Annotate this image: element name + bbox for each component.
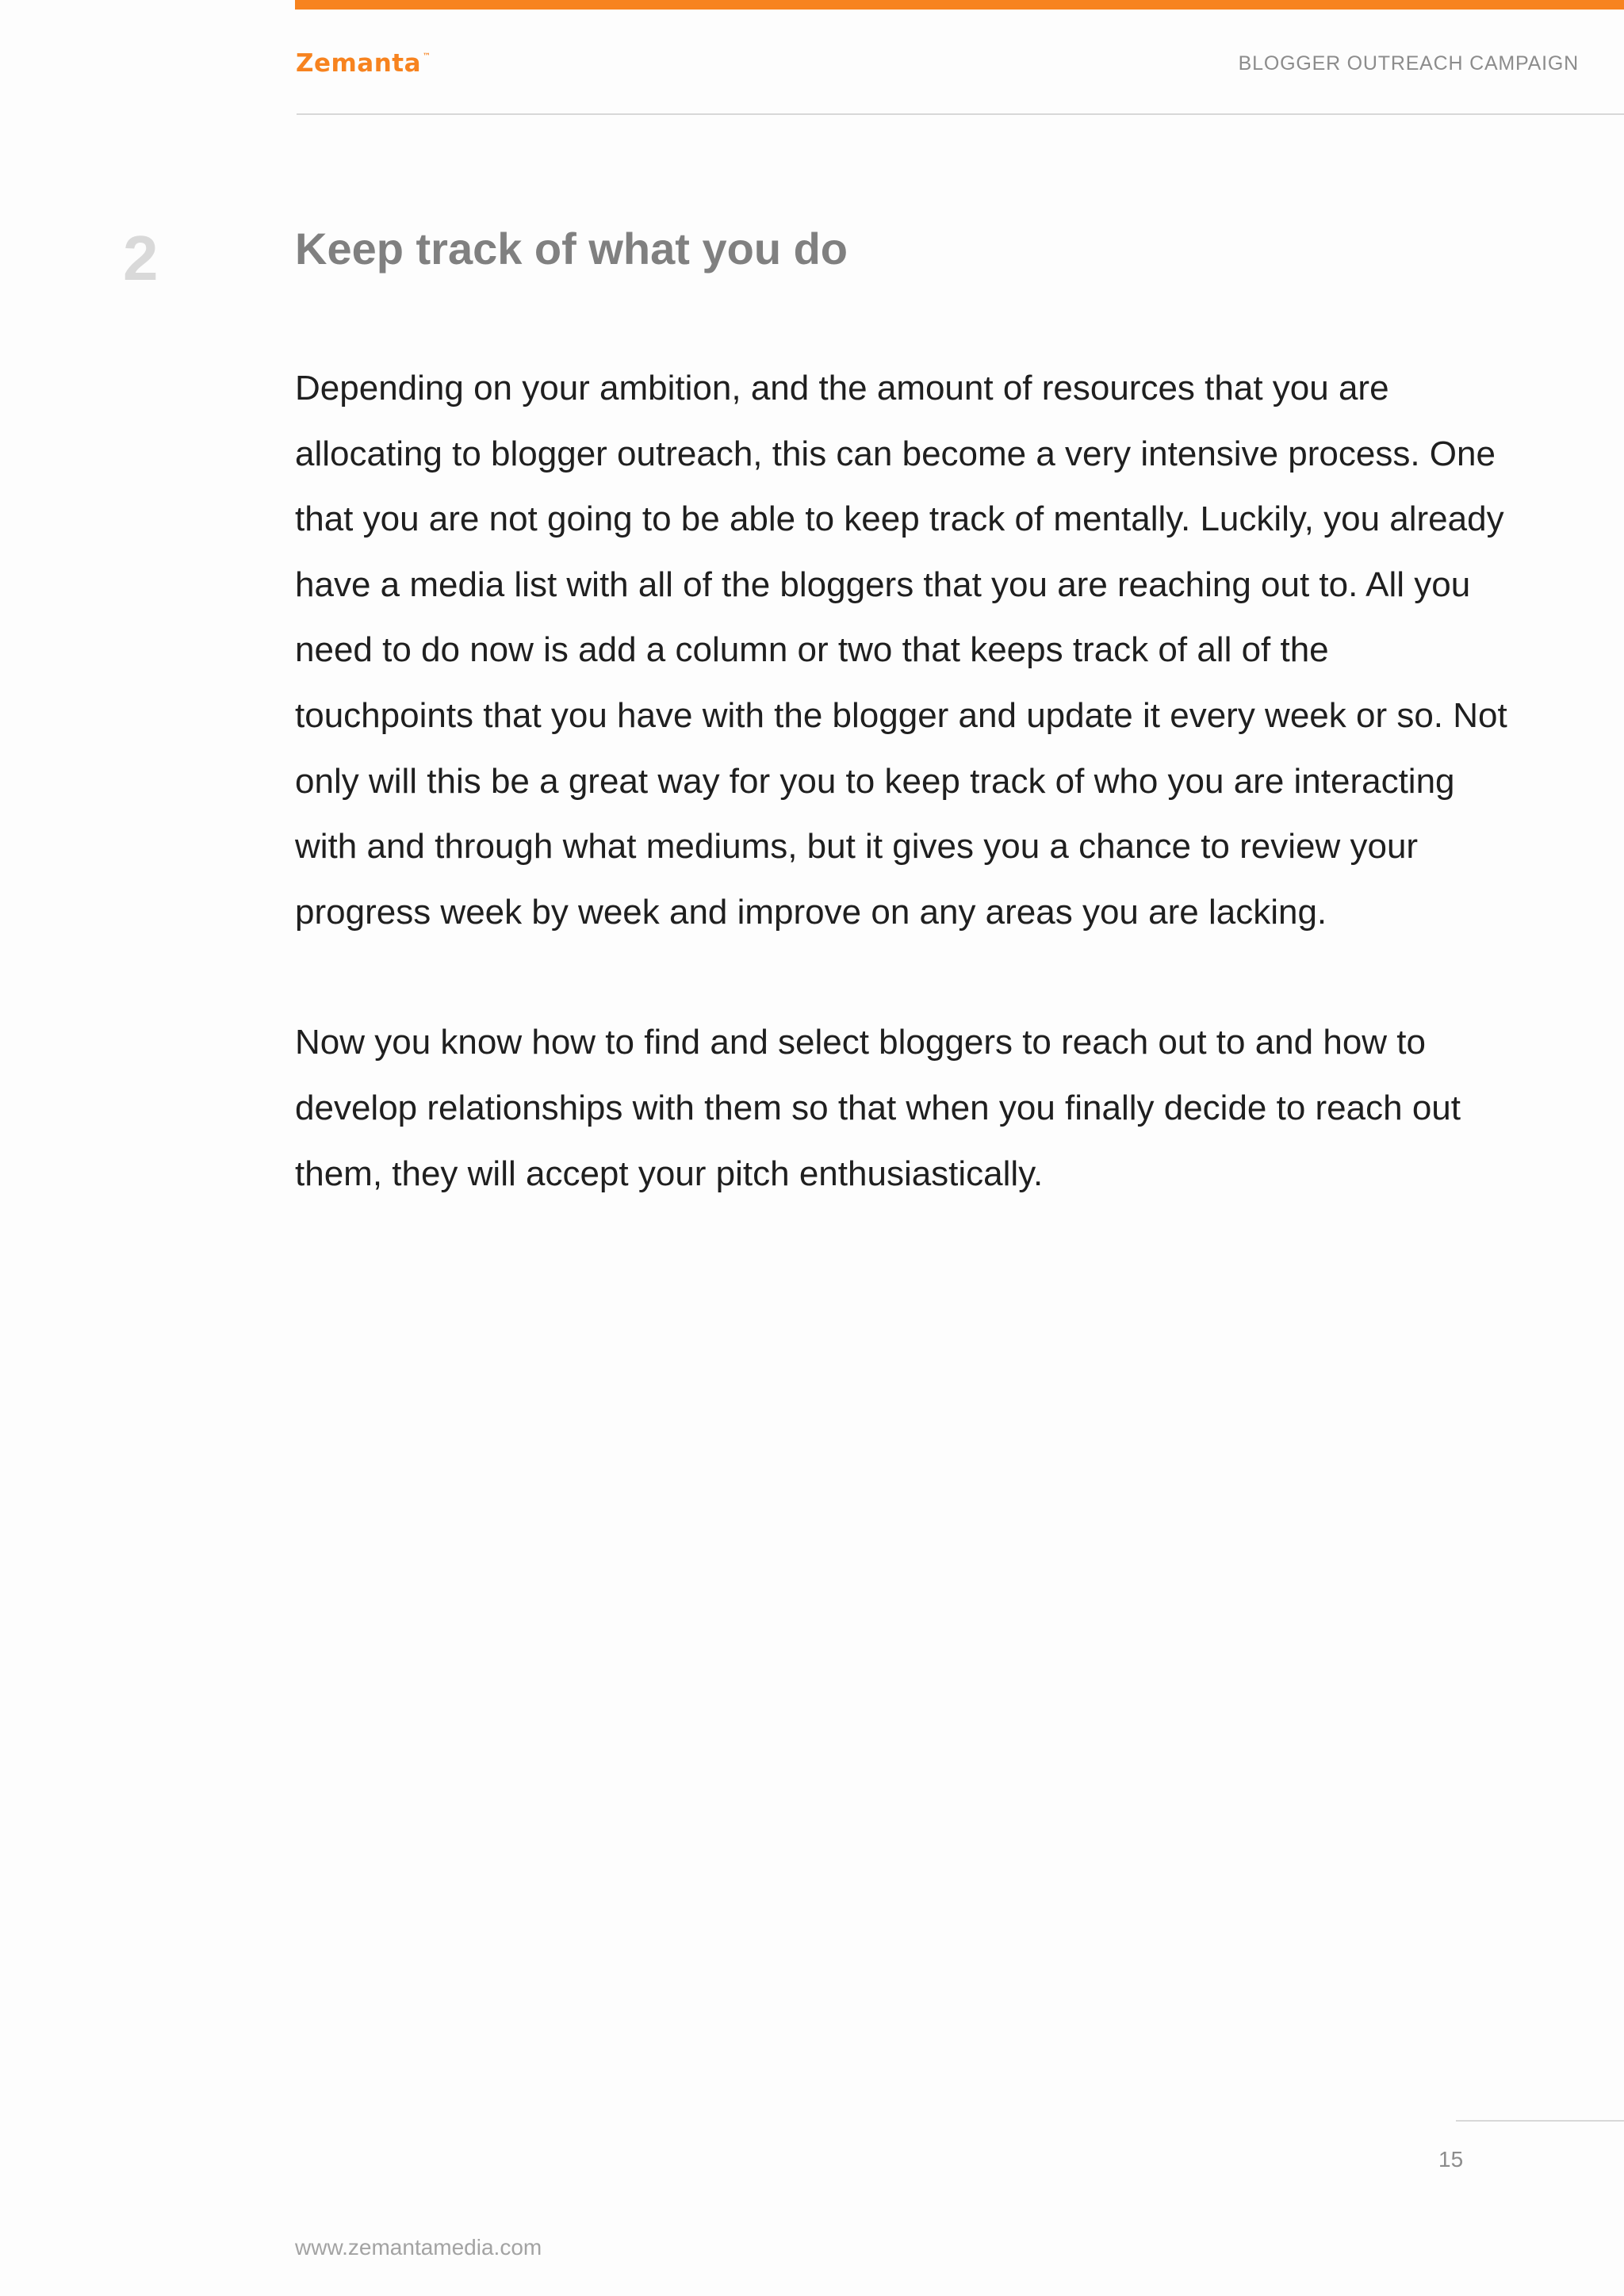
body-paragraph: Depending on your ambition, and the amount of resources that you are allocating to blogger outreach, this can become a very intensive process. One that you are not going to be able to keep track of mentally. Luckily, you already have a media list with all of the bloggers that you are reaching out to. All you need to do now is add a column or two that keeps track of all of the touchpoints that you have with the blogger and update it every week or so. Not only will this be a great way for you to keep track of who you are interacting with and through what mediums, but it gives you a chance to review your progress week by week and improve on any areas you are lacking.	[295, 369, 1507, 932]
body-paragraph: Now you know how to find and select bloggers to reach out to and how to develop relationships with them so that when you finally decide to reach out them, they will accept your pitch enthusiastically.	[295, 1023, 1461, 1193]
footer-divider	[1456, 2120, 1624, 2122]
header-divider	[297, 113, 1624, 115]
logo-text: Zemanta	[296, 49, 422, 78]
footer-website: www.zemantamedia.com	[295, 2235, 542, 2260]
section-heading: Keep track of what you do	[295, 224, 848, 274]
section-number: 2	[123, 223, 159, 293]
zemanta-logo	[296, 49, 431, 78]
trademark-mark: ™	[423, 52, 431, 61]
page-number: 15	[1438, 2147, 1464, 2172]
body-text	[295, 356, 1516, 1207]
top-accent-bar	[295, 0, 1624, 10]
document-title: BLOGGER OUTREACH CAMPAIGN	[1238, 52, 1579, 75]
